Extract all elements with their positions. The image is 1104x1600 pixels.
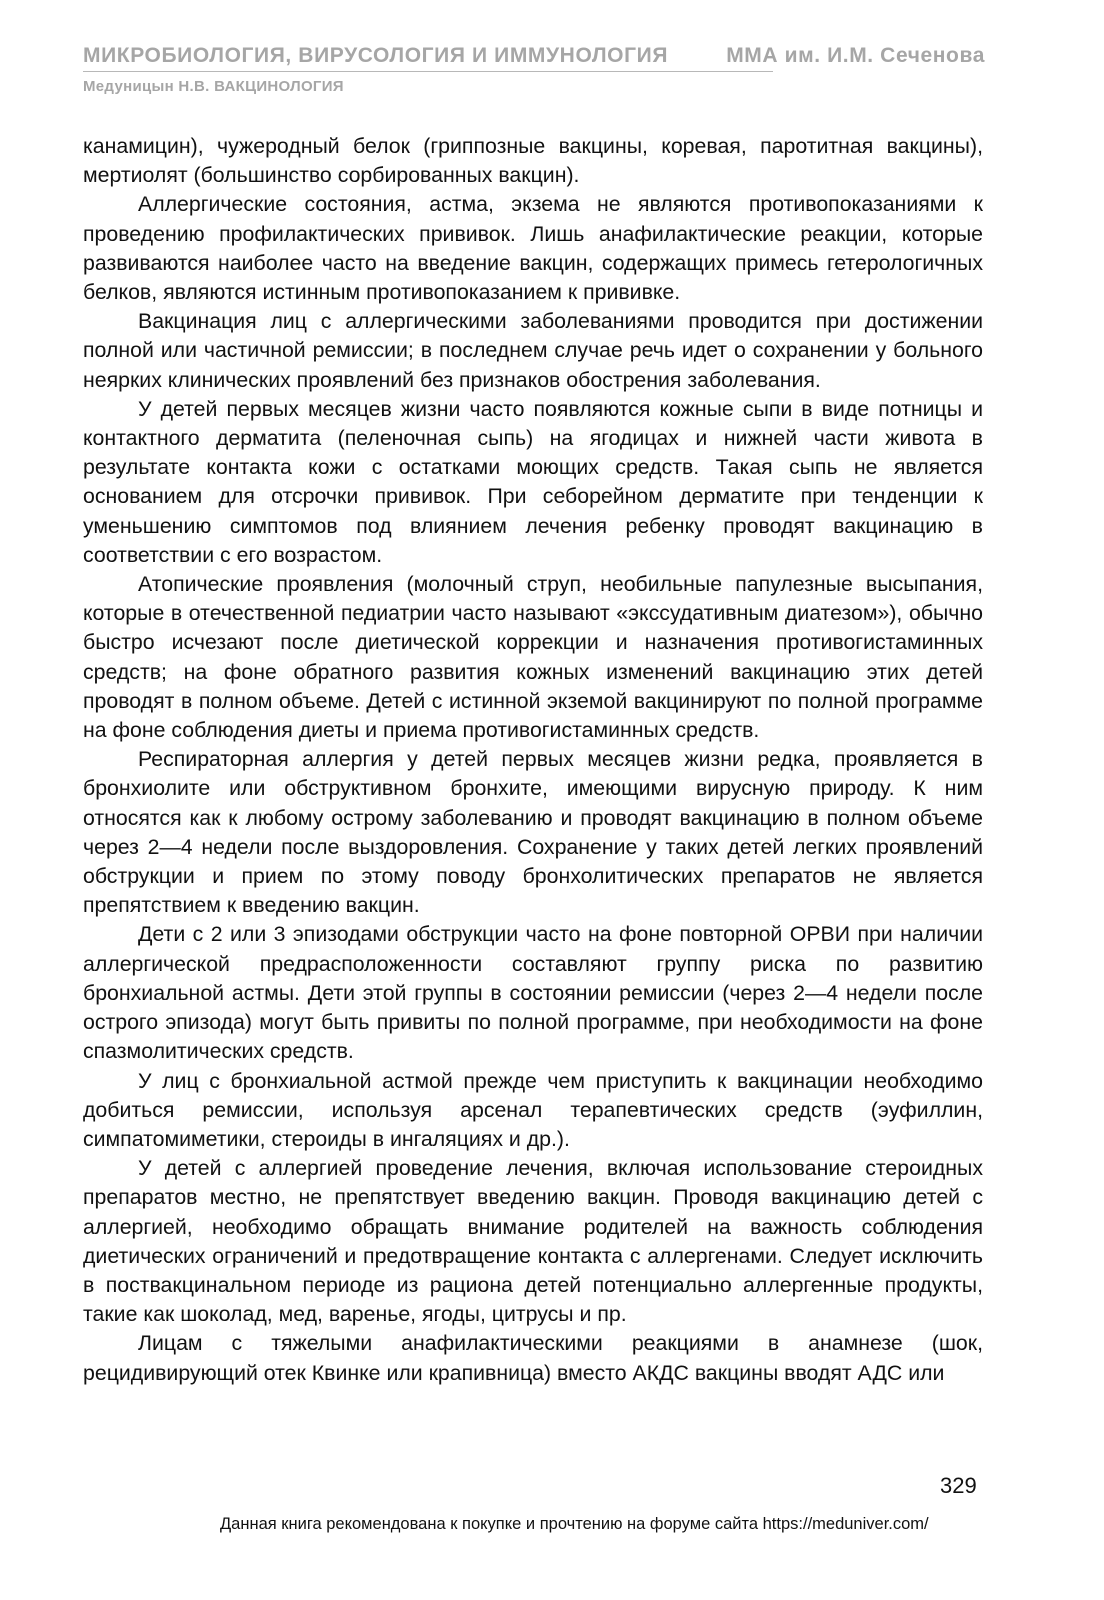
paragraph: канамицин), чужеродный белок (гриппозные вакцины, коревая, паротитная вакцины), мертиолят (большинство сорбированных вакцин). [83,134,983,188]
paragraph: Вакцинация лиц с аллергическими заболеваниями проводится при достижении полной или частичной ремиссии; в последнем случае речь идет о сохранении у больного неярких клинических проявлений без признаков обострения заболевания. [83,309,983,392]
running-header [83,44,985,95]
paragraph: Атопические проявления (молочный струп, необильные папулезные высыпания, которые в отечественной педиатрии часто называют «экссудативным диатезом»), обычно быстро исчезают после диетической коррекции и назначения противогистаминных средств; на фоне обратного развития кожных изменений вакцинацию этих детей проводят в полном объеме. Детей с истинной экземой вакцинируют по полной программе на фоне соблюдения диеты и приема противогистаминных средств. [83,572,983,743]
header-divider [83,71,773,72]
header-subject: МИКРОБИОЛОГИЯ, ВИРУСОЛОГИЯ И ИММУНОЛОГИЯ [83,44,669,67]
page-body [83,132,983,1388]
paragraph: Аллергические состояния, астма, экзема не являются противопоказаниями к проведению профилактических прививок. Лишь анафилактические реакции, которые развиваются наиболее часто на введение вакцин, содержащих примесь гетерологичных белков, являются истинным противопоказанием к прививке. [83,192,983,305]
footer-recommendation-note: Данная книга рекомендована к покупке и прочтению на форуме сайта https://meduniver.com/ [220,1515,929,1533]
paragraph: У лиц с бронхиальной астмой прежде чем приступить к вакцинации необходимо добиться ремиссии, используя арсенал терапевтических средств (эуфиллин, симпатомиметики, стероиды в ингаляциях и др.). [83,1068,983,1151]
paragraph: У детей с аллергией проведение лечения, включая использование стероидных препаратов местно, не препятствует введению вакцин. Проводя вакцинацию детей с аллергией, необходимо обращать внимание родителей на важность соблюдения диетических ограничений и предотвращение контакта с аллергенами. Следует исключить в поствакцинальном периоде из рациона детей потенциально аллергенные продукты, такие как шоколад, мед, варенье, ягоды, цитрусы и пр. [83,1156,983,1327]
paragraph: Респираторная аллергия у детей первых месяцев жизни редка, проявляется в бронхиолите или обструктивном бронхите, имеющими вирусную природу. К ним относятся как к любому острому заболеванию и проводят вакцинацию в полном объеме через 2—4 недели после выздоровления. Сохранение у таких детей легких проявлений обструкции и прием по этому поводу бронхолитических препаратов не является препятствием к введению вакцин. [83,747,983,918]
paragraph: Лицам с тяжелыми анафилактическими реакциями в анамнезе (шок, рецидивирующий отек Квинке или крапивница) вместо АКДС вакцины вводят АДС или [83,1331,983,1385]
header-row [83,44,985,68]
header-book-title: Медуницын Н.В. ВАКЦИНОЛОГИЯ [83,78,344,95]
paragraph: У детей первых месяцев жизни часто появляются кожные сыпи в виде потницы и контактного дерматита (пеленочная сыпь) на ягодицах и нижней части живота в результате контакта кожи с остатками моющих средств. Такая сыпь не является основанием для отсрочки прививок. При себорейном дерматите при тенденции к уменьшению симптомов под влиянием лечения ребенку проводят вакцинацию в соответствии с его возрастом. [83,396,983,567]
header-institution: ММА им. И.М. Сеченова [726,44,985,67]
page-number: 329 [940,1473,977,1498]
paragraph: Дети с 2 или 3 эпизодами обструкции часто на фоне повторной ОРВИ при наличии аллергической предрасположенности составляют группу риска по развитию бронхиальной астмы. Дети этой группы в состоянии ремиссии (через 2—4 недели после острого эпизода) могут быть привиты по полной программе, при необходимости на фоне спазмолитических средств. [83,922,983,1064]
